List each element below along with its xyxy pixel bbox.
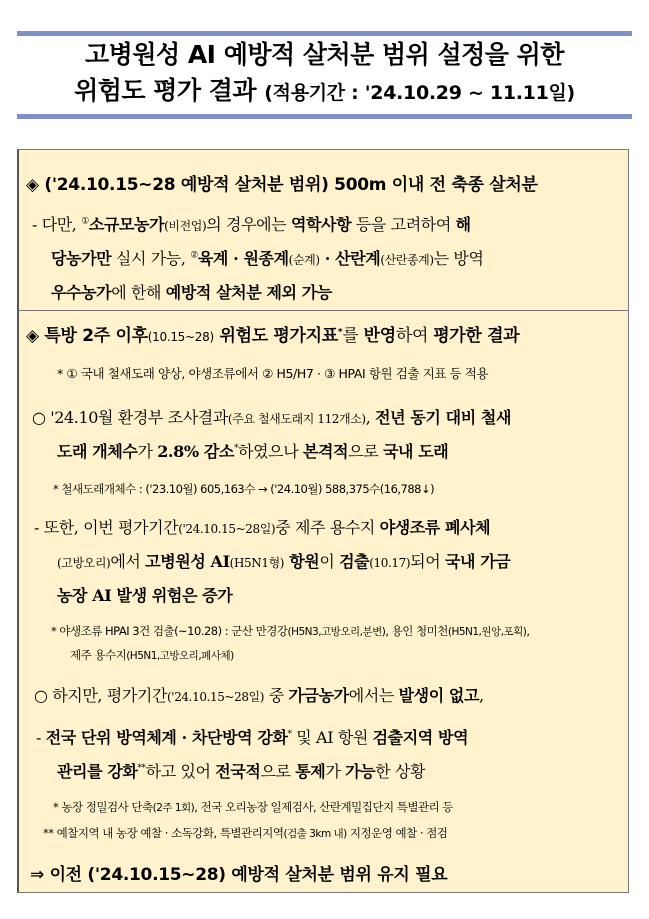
jeju-line3: 농장 AI 발생 위험은 증가 xyxy=(57,586,233,605)
title-main: 위험도 평가 결과 xyxy=(74,76,257,105)
note-migratory-count: * 철새도래개체수 : ('23.10월) 605,163수 → ('24.10월) 588,375수(16,788↓) xyxy=(53,482,435,496)
migratory-line2: 도래 개체수가 2.8% 감소*하였으나 본격적으로 국내 도래 xyxy=(57,442,449,461)
migratory-line1: ○ '24.10월 환경부 조사결과(주요 철새도래지 112개소), 전년 동기 대비 철새 xyxy=(32,408,512,427)
title-bottom-rule xyxy=(17,114,632,119)
document-title xyxy=(17,37,632,111)
title-top-rule xyxy=(17,31,632,36)
title-period: (적용기간 : '24.10.29 ~ 11.11일) xyxy=(264,82,575,104)
section-evaluation-result xyxy=(17,310,629,893)
jeju-line1: - 또한, 이번 평가기간('24.10.15~28일)중 제주 용수지 야생조류 폐사체 xyxy=(34,518,491,537)
note-wild-bird-line1: * 야생조류 HPAI 3건 검출(~10.28) : 군산 만경강(H5N3,고방오리,분변), 용인 청미천(H5N1,원앙,포획), xyxy=(51,624,530,638)
section2-heading: ◈ 특방 2주 이후(10.15~28) 위험도 평가지표*를 반영하여 평가한 결과 xyxy=(26,326,520,346)
section-current-range xyxy=(17,149,629,311)
title-line-2 xyxy=(17,73,632,111)
title-line-1: 고병원성 AI 예방적 살처분 범위 설정을 위한 xyxy=(85,40,564,69)
note-evaluation-indicators: * ① 국내 철새도래 양상, 야생조류에서 ② H5/H7 · ③ HPAI 항원 검출 지표 등 적용 xyxy=(57,366,489,381)
jeju-line2: (고방오리)에서 고병원성 AI(H5N1형) 항원이 검출(10.17)되어 국내 가금 xyxy=(57,552,511,571)
note-surveillance: ** 예찰지역 내 농장 예찰 · 소독강화, 특별관리지역(검출 3km 내) 지정운영 예찰 · 점검 xyxy=(43,826,448,840)
section1-heading: ◈ ('24.10.15~28 예방적 살처분 범위) 500m 이내 전 축종 살처분 xyxy=(26,175,538,195)
control-line1: - 전국 단위 방역체계 · 차단방역 강화* 및 AI 항원 검출지역 방역 xyxy=(36,728,469,747)
note-farm-inspection: * 농장 정밀검사 단축(2주 1회), 전국 오리농장 일제검사, 산란계밀집단지 특별관리 등 xyxy=(53,800,453,814)
control-line2: 관리를 강화**하고 있어 전국적으로 통제가 가능한 상황 xyxy=(57,762,426,781)
conclusion: ⇒ 이전 ('24.10.15~28) 예방적 살처분 범위 유지 필요 xyxy=(30,865,448,885)
section1-line1: - 다만, ①소규모농가(비전업)의 경우에는 역학사항 등을 고려하여 해 xyxy=(32,215,471,234)
section1-line3: 우수농가에 한해 예방적 살처분 제외 가능 xyxy=(51,283,332,302)
note-wild-bird-line2: 제주 용수지(H5N1,고방오리,폐사체) xyxy=(70,648,234,662)
section1-line2: 당농가만 실시 가능, ②육계 · 원종계(순계) · 산란계(산란종계)는 방역 xyxy=(51,249,484,268)
no-outbreak-line: ○ 하지만, 평가기간('24.10.15~28일) 중 가금농가에서는 발생이 없고, xyxy=(34,686,484,705)
